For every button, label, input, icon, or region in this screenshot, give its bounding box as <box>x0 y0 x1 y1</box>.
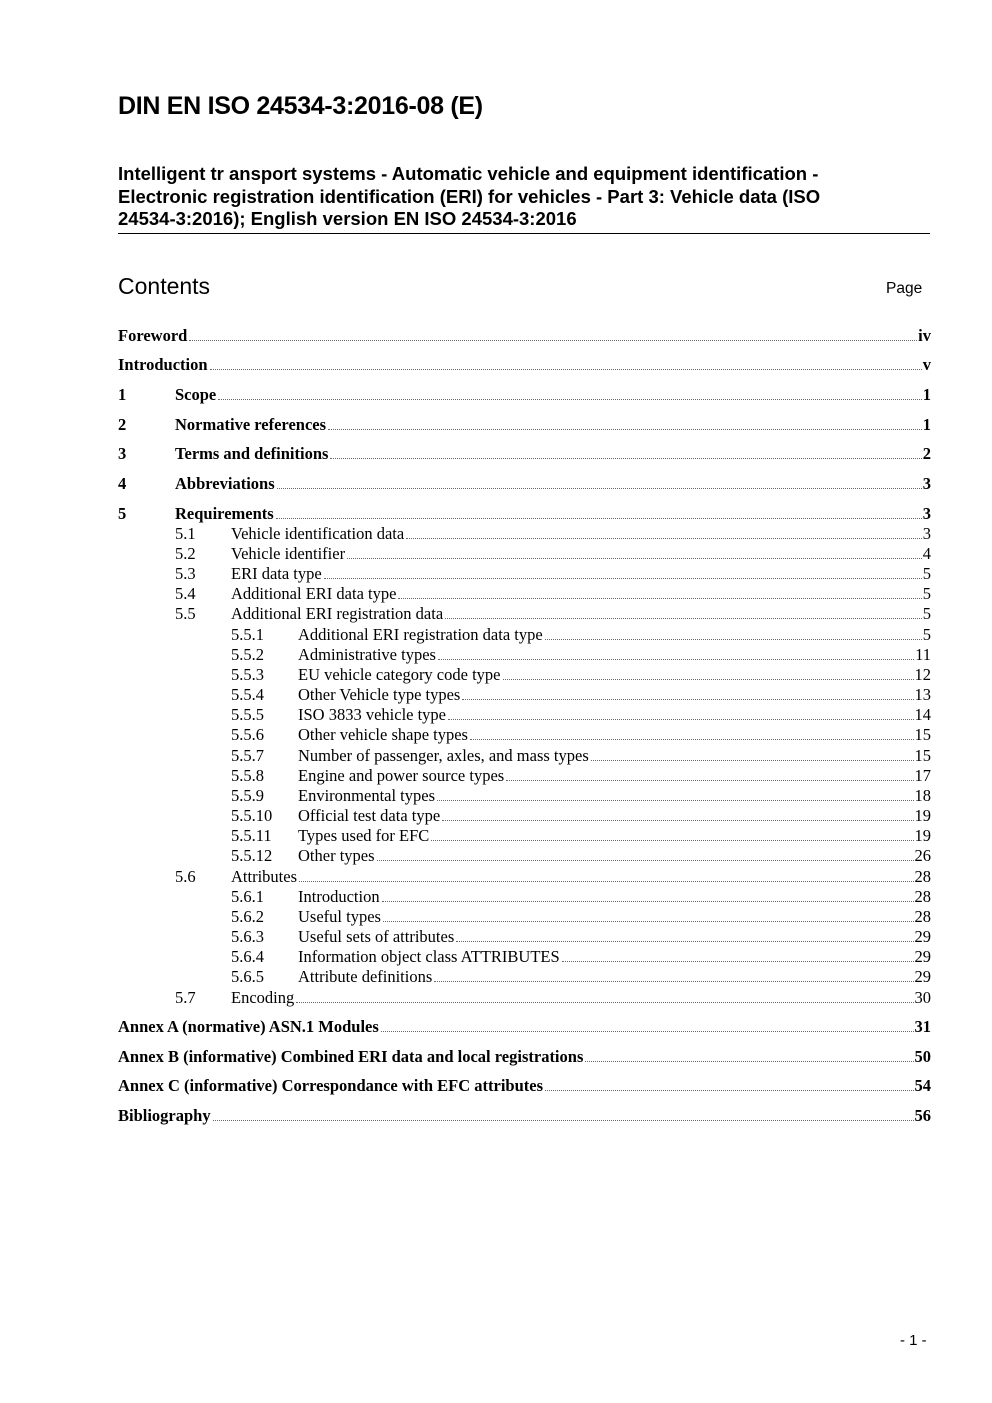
toc-page: 4 <box>922 544 931 563</box>
toc-entry-5-5-6[interactable] <box>118 725 931 745</box>
toc-title: Vehicle identifier <box>231 544 346 563</box>
toc-title: Attribute definitions <box>298 967 433 986</box>
subtitle-line: Electronic registration identification (ERI) for vehicles - Part 3: Vehicle data (ISO <box>118 185 821 207</box>
toc-page: 15 <box>914 725 931 744</box>
toc-title: ISO 3833 vehicle type <box>298 705 447 724</box>
contents-heading: Contents <box>118 273 211 299</box>
toc-page: 18 <box>914 786 931 805</box>
toc-number: 1 <box>118 385 127 404</box>
toc-title: Number of passenger, axles, and mass types <box>298 746 589 765</box>
toc-page: 19 <box>914 806 931 825</box>
toc-entry-5-5-7[interactable] <box>118 746 931 766</box>
toc-title: Other types <box>298 846 375 865</box>
toc-title: Encoding <box>231 988 295 1007</box>
toc-title: Administrative types <box>298 645 436 664</box>
toc-title: Environmental types <box>298 786 436 805</box>
toc-entry-5-4[interactable] <box>118 584 931 604</box>
toc-number: 5.6.4 <box>231 947 264 966</box>
toc-page: 5 <box>922 584 931 603</box>
toc-entry-5-5-12[interactable] <box>118 846 931 866</box>
toc-page: v <box>922 355 931 374</box>
toc-page: 31 <box>914 1017 931 1036</box>
toc-entry-5-7[interactable] <box>118 988 931 1008</box>
toc-title: Bibliography <box>118 1106 211 1125</box>
toc-title: ERI data type <box>231 564 322 583</box>
toc-number: 5.5.8 <box>231 766 264 785</box>
toc-page: 3 <box>922 524 931 543</box>
toc-title: Terms and definitions <box>175 444 329 463</box>
toc-page: 54 <box>914 1076 931 1095</box>
toc-number: 5.5.7 <box>231 746 264 765</box>
toc-title: Foreword <box>118 326 188 345</box>
toc-number: 5.5.12 <box>231 846 273 865</box>
toc-page: 14 <box>914 705 931 724</box>
toc-entry-5-6-2[interactable] <box>118 907 931 927</box>
toc-entry-5-5-9[interactable] <box>118 786 931 806</box>
toc-entry-4[interactable] <box>118 474 931 494</box>
toc-title: Other Vehicle type types <box>298 685 461 704</box>
toc-page: 50 <box>914 1047 931 1066</box>
toc-title: Other vehicle shape types <box>298 725 468 744</box>
toc-page: 29 <box>914 947 931 966</box>
toc-number: 5.7 <box>175 988 196 1007</box>
toc-page: 5 <box>922 604 931 623</box>
toc-entry-5-6-1[interactable] <box>118 887 931 907</box>
toc-page: 13 <box>914 685 931 704</box>
toc-number: 5.5.5 <box>231 705 264 724</box>
toc-entry-5-6[interactable] <box>118 867 931 887</box>
toc-number: 5.5.4 <box>231 685 264 704</box>
toc-title: Abbreviations <box>175 474 275 493</box>
toc-entry-5-5-10[interactable] <box>118 806 931 826</box>
toc-page: 17 <box>914 766 931 785</box>
toc-entry-5-3[interactable] <box>118 564 931 584</box>
toc-page: 56 <box>914 1106 931 1125</box>
toc-number: 5.6.2 <box>231 907 264 926</box>
toc-entry-5[interactable] <box>118 504 931 524</box>
toc-number: 5.1 <box>175 524 196 543</box>
toc-number: 5.5.10 <box>231 806 273 825</box>
subtitle-line: Intelligent tr ansport systems - Automatic vehicle and equipment identification - <box>118 163 819 184</box>
toc-number: 5.3 <box>175 564 196 583</box>
toc-entry-annex-b[interactable] <box>118 1047 931 1067</box>
toc-title: Introduction <box>118 355 208 374</box>
toc-page: 5 <box>922 625 931 644</box>
toc-title: Normative references <box>175 415 327 434</box>
toc-page: 28 <box>914 907 931 926</box>
toc-entry-3[interactable] <box>118 444 931 464</box>
toc-title: Vehicle identification data <box>231 524 405 543</box>
toc-entry-1[interactable] <box>118 385 931 405</box>
toc-entry-5-6-5[interactable] <box>118 967 931 987</box>
toc-entry-annex-a[interactable] <box>118 1017 931 1037</box>
toc-title: Additional ERI data type <box>231 584 397 603</box>
page-column-label: Page <box>886 280 923 297</box>
toc-page: 1 <box>922 415 931 434</box>
toc-title: Additional ERI registration data <box>231 604 444 623</box>
toc-title: Engine and power source types <box>298 766 505 785</box>
page-number: - 1 - <box>900 1332 927 1349</box>
toc-page: 19 <box>914 826 931 845</box>
toc-title: Annex B (informative) Combined ERI data and local registrations <box>118 1047 584 1066</box>
toc-entry-5-5-2[interactable] <box>118 645 931 665</box>
toc-page: 28 <box>914 887 931 906</box>
toc-title: Annex C (informative) Correspondance with EFC attributes <box>118 1076 543 1095</box>
toc-number: 4 <box>118 474 127 493</box>
document-id: DIN EN ISO 24534-3:2016-08 (E) <box>118 92 483 120</box>
toc-page: 29 <box>914 967 931 986</box>
toc-entry-5-5-1[interactable] <box>118 625 931 645</box>
toc-title: EU vehicle category code type <box>298 665 501 684</box>
toc-entry-introduction[interactable] <box>118 355 931 375</box>
toc-page: 2 <box>922 444 931 463</box>
toc-entry-5-6-3[interactable] <box>118 927 931 947</box>
toc-number: 5 <box>118 504 127 523</box>
toc-title: Useful sets of attributes <box>298 927 455 946</box>
toc-page: 3 <box>922 474 931 493</box>
toc-entry-2[interactable] <box>118 415 931 435</box>
toc-number: 5.6.1 <box>231 887 264 906</box>
toc-title: Requirements <box>175 504 274 523</box>
toc-entry-5-5-8[interactable] <box>118 766 931 786</box>
toc-title: Annex A (normative) ASN.1 Modules <box>118 1017 379 1036</box>
toc-number: 5.5.11 <box>231 826 272 845</box>
toc-entry-annex-c[interactable] <box>118 1076 931 1096</box>
toc-entry-foreword[interactable] <box>118 326 931 346</box>
toc-number: 5.5.1 <box>231 625 264 644</box>
toc-page: 1 <box>922 385 931 404</box>
toc-title: Scope <box>175 385 217 404</box>
toc-title: Attributes <box>231 867 297 886</box>
toc-entry-5-5[interactable] <box>118 604 931 624</box>
toc-entry-5-6-4[interactable] <box>118 947 931 967</box>
toc-title: Types used for EFC <box>298 826 430 845</box>
toc-entry-5-5-5[interactable] <box>118 705 931 725</box>
toc-title: Additional ERI registration data type <box>298 625 543 644</box>
toc-number: 5.5.9 <box>231 786 264 805</box>
toc-page: 28 <box>914 867 931 886</box>
toc-number: 5.6.3 <box>231 927 264 946</box>
toc-title: Useful types <box>298 907 381 926</box>
subtitle-line: 24534-3:2016); English version EN ISO 24534-3:2016 <box>118 208 577 229</box>
toc-page: 29 <box>914 927 931 946</box>
toc-page: 3 <box>922 504 931 523</box>
toc-title: Official test data type <box>298 806 441 825</box>
toc-number: 5.2 <box>175 544 196 563</box>
toc-number: 5.5.3 <box>231 665 264 684</box>
toc-page: 12 <box>914 665 931 684</box>
toc-entry-5-1[interactable] <box>118 524 931 544</box>
toc-number: 2 <box>118 415 127 434</box>
toc-title: Introduction <box>298 887 380 906</box>
toc-entry-5-5-4[interactable] <box>118 685 931 705</box>
toc-entry-5-5-3[interactable] <box>118 665 931 685</box>
toc-number: 5.5.6 <box>231 725 264 744</box>
toc-entry-5-2[interactable] <box>118 544 931 564</box>
toc-number: 5.6 <box>175 867 196 886</box>
toc-entry-5-5-11[interactable] <box>118 826 931 846</box>
toc-number: 5.6.5 <box>231 967 264 986</box>
document-subtitle <box>118 163 930 234</box>
toc-number: 5.5.2 <box>231 645 264 664</box>
toc-page: 30 <box>914 988 931 1007</box>
toc-page: 11 <box>915 645 931 664</box>
toc-title: Information object class ATTRIBUTES <box>298 947 560 966</box>
toc-number: 3 <box>118 444 127 463</box>
toc-entry-bibliography[interactable] <box>118 1106 931 1126</box>
toc-number: 5.5 <box>175 604 196 623</box>
toc-number: 5.4 <box>175 584 196 603</box>
toc-page: 15 <box>914 746 931 765</box>
toc-page: 26 <box>914 846 931 865</box>
toc-page: iv <box>918 326 931 345</box>
toc-page: 5 <box>922 564 931 583</box>
